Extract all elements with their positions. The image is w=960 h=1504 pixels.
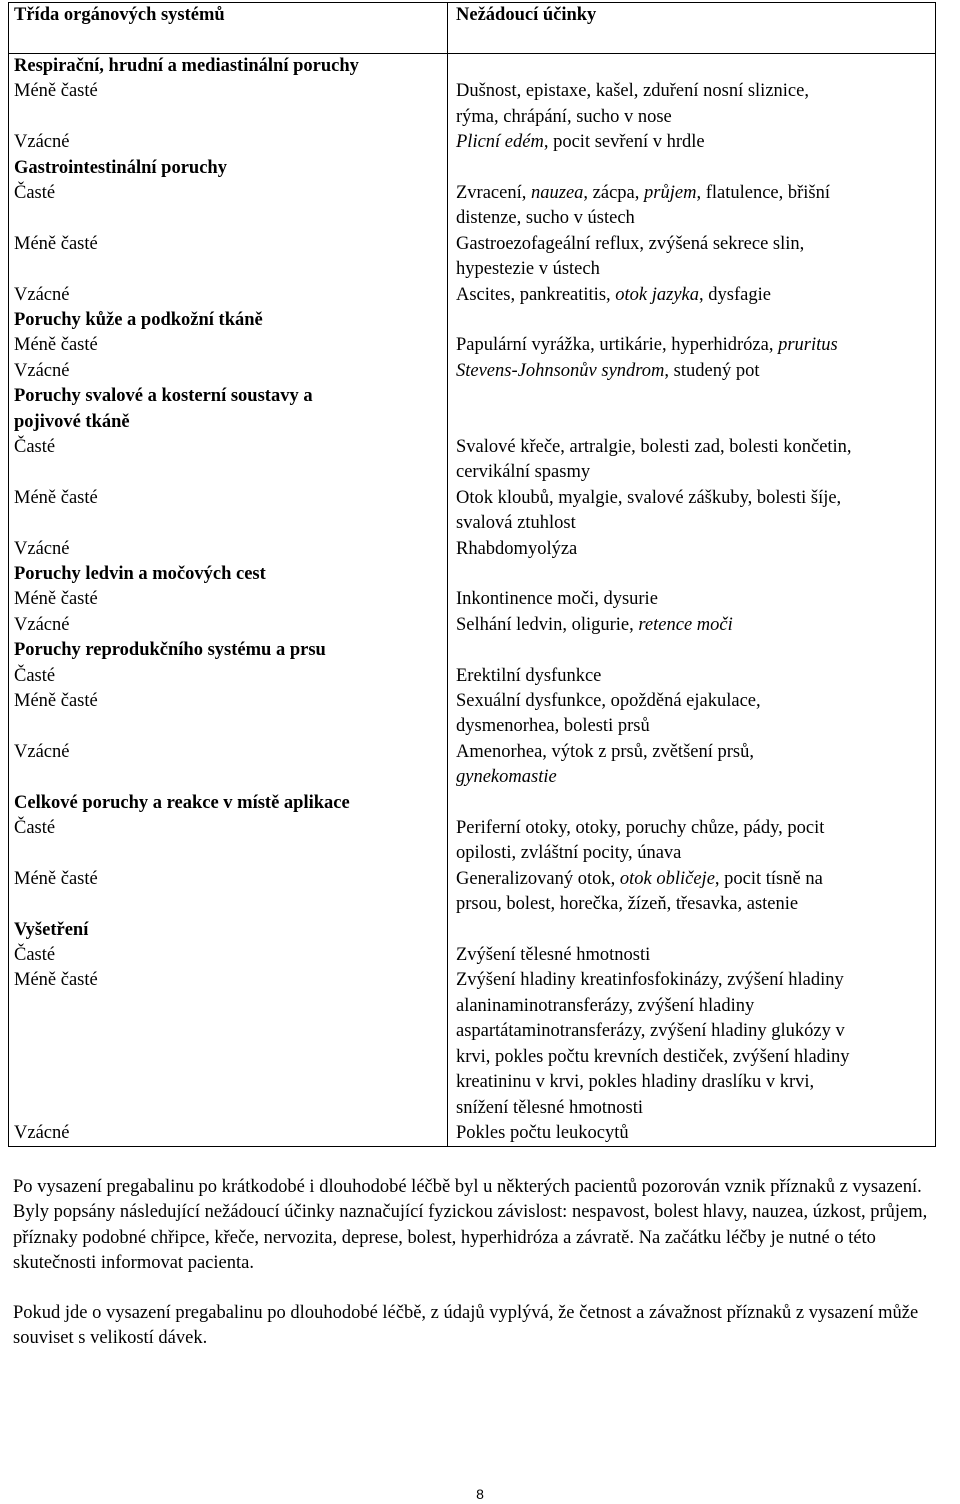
adverse-effect-line — [456, 181, 935, 206]
frequency-label: Vzácné — [14, 741, 70, 762]
adverse-effects-table — [8, 2, 936, 1147]
adverse-effect-line — [456, 537, 935, 562]
organ-class-heading: Gastrointestinální poruchy — [14, 157, 227, 178]
adverse-effect-text: , studený pot — [664, 360, 760, 381]
frequency-label — [14, 1045, 447, 1070]
frequency-label — [14, 511, 447, 536]
adverse-effect-text: Amenorhea, výtok z prsů, zvětšení prsů, — [456, 741, 754, 762]
header-adverse-effects: Nežádoucí účinky — [448, 3, 936, 54]
adverse-effect-line — [456, 892, 935, 917]
adverse-effect-text: hypestezie v ústech — [456, 259, 600, 280]
adverse-effect-line — [456, 54, 935, 79]
organ-class-column — [9, 54, 448, 1147]
adverse-effect-line — [456, 232, 935, 257]
frequency-label: Vzácné — [14, 1122, 70, 1143]
adverse-effect-text: Erektilní dysfunkce — [456, 665, 602, 686]
table-body-row — [9, 54, 936, 1147]
adverse-effect-text: svalová ztuhlost — [456, 513, 576, 534]
frequency-label: Vzácné — [14, 360, 70, 381]
adverse-effect-text: , flatulence, břišní — [696, 183, 831, 203]
organ-class-heading: Poruchy kůže a podkožní tkáně — [14, 310, 263, 331]
adverse-effect-line — [456, 105, 935, 130]
adverse-effect-text: dysmenorhea, bolesti prsů — [456, 716, 650, 737]
adverse-effect-italic: Plicní edém — [456, 132, 544, 153]
adverse-effect-italic: gynekomastie — [456, 767, 557, 788]
adverse-effect-line — [456, 486, 935, 511]
frequency-label: Časté — [14, 437, 56, 458]
adverse-effect-line — [456, 410, 935, 435]
dose-paragraph: Pokud jde o vysazení pregabalinu po dlouhodobé léčbě, z údajů vyplývá, že četnost a závažnost příznaků z vysazení může souviset s velikostí dávek. — [13, 1303, 919, 1349]
adverse-effect-text: Zvýšení hladiny kreatinfosfokinázy, zvýšení hladiny — [456, 970, 844, 991]
frequency-label — [14, 841, 447, 866]
adverse-effect-italic: otok jazyka — [615, 284, 700, 305]
organ-class-heading: Respirační, hrudní a mediastinální poruchy — [14, 56, 359, 76]
adverse-effect-line — [456, 765, 935, 790]
frequency-label — [14, 460, 447, 485]
adverse-effect-line — [456, 791, 935, 816]
adverse-effect-text: Pokles počtu leukocytů — [456, 1122, 629, 1143]
adverse-effect-italic: pruritus — [778, 335, 838, 356]
adverse-effects-column — [448, 54, 936, 1147]
organ-class-heading: pojivové tkáně — [14, 411, 130, 432]
page-number: 8 — [476, 1486, 484, 1502]
adverse-effect-line — [456, 435, 935, 460]
frequency-label: Vzácné — [14, 284, 70, 305]
frequency-label — [14, 765, 447, 790]
adverse-effect-line — [456, 206, 935, 231]
adverse-effect-line — [456, 740, 935, 765]
adverse-effect-text: kreatininu v krvi, pokles hladiny draslíku v krvi, — [456, 1072, 815, 1093]
adverse-effect-line — [456, 562, 935, 587]
adverse-effect-italic: Stevens-Johnsonův syndrom — [456, 360, 665, 381]
adverse-effect-italic: otok obličeje — [619, 868, 715, 889]
adverse-effect-line — [456, 867, 935, 892]
adverse-effect-line — [456, 613, 935, 638]
adverse-effect-line — [456, 1070, 935, 1095]
adverse-effect-line — [456, 1045, 935, 1070]
adverse-effect-line — [456, 130, 935, 155]
adverse-effect-text: Generalizovaný otok, — [456, 868, 620, 889]
frequency-label — [14, 892, 447, 917]
frequency-label: Vzácné — [14, 538, 70, 559]
adverse-effect-line — [456, 587, 935, 612]
frequency-label — [14, 257, 447, 282]
adverse-effect-line — [456, 156, 935, 181]
adverse-effect-line — [456, 308, 935, 333]
frequency-label — [14, 1070, 447, 1095]
adverse-effect-line — [456, 1019, 935, 1044]
adverse-effect-text: Ascites, pankreatitis, — [456, 284, 616, 305]
frequency-label: Méně časté — [14, 335, 98, 356]
adverse-effect-line — [456, 333, 935, 358]
adverse-effect-text: Sexuální dysfunkce, opožděná ejakulace, — [456, 691, 761, 712]
adverse-effect-text: distenze, sucho v ústech — [456, 208, 635, 229]
adverse-effect-text: , zácpa, — [583, 183, 645, 203]
frequency-label — [14, 1095, 447, 1120]
adverse-effect-line — [456, 664, 935, 689]
frequency-label: Méně časté — [14, 589, 98, 610]
frequency-label: Méně časté — [14, 233, 98, 254]
adverse-effect-text: cervikální spasmy — [456, 462, 591, 483]
adverse-effect-line — [456, 689, 935, 714]
adverse-effect-line — [456, 359, 935, 384]
frequency-label — [14, 714, 447, 739]
frequency-label: Méně časté — [14, 868, 98, 889]
adverse-effect-text: Zvýšení tělesné hmotnosti — [456, 945, 651, 966]
frequency-label: Méně časté — [14, 691, 98, 712]
adverse-effect-line — [456, 918, 935, 943]
adverse-effect-line — [456, 994, 935, 1019]
adverse-effect-text: alaninaminotransferázy, zvýšení hladiny — [456, 995, 755, 1016]
adverse-effect-line — [456, 841, 935, 866]
adverse-effect-text: , pocit sevření v hrdle — [543, 132, 705, 153]
frequency-label: Časté — [14, 183, 56, 204]
adverse-effect-text: krvi, pokles počtu krevních destiček, zvýšení hladiny — [456, 1046, 850, 1067]
adverse-effect-line — [456, 1096, 935, 1121]
adverse-effect-line — [456, 968, 935, 993]
adverse-effect-text: Papulární vyrážka, urtikárie, hyperhidróza, — [456, 335, 779, 356]
adverse-effect-line — [456, 943, 935, 968]
frequency-label: Méně časté — [14, 970, 98, 991]
frequency-label: Časté — [14, 818, 56, 839]
header-organ-class: Třída orgánových systémů — [9, 3, 448, 54]
adverse-effect-text: rýma, chrápání, sucho v nose — [456, 106, 672, 127]
adverse-effect-line — [456, 638, 935, 663]
adverse-effect-text: Svalové křeče, artralgie, bolesti zad, bolesti končetin, — [456, 437, 852, 458]
adverse-effect-text: Gastroezofageální reflux, zvýšená sekrece slin, — [456, 233, 805, 254]
table-header-row — [9, 3, 936, 54]
adverse-effect-line — [456, 816, 935, 841]
adverse-effect-text: Selhání ledvin, oligurie, — [456, 614, 639, 635]
withdrawal-paragraph: Po vysazení pregabalinu po krátkodobé i dlouhodobé léčbě byl u některých pacientů pozorován vznik příznaků z vysazení. Byly popsány následující nežádoucí účinky naznačující fyzickou závislost: nespavost, bolest hlavy, nauzea, úzkost, průjem, příznaky podobné chřipce, křeče, nervozita, deprese, bolest, hyperhidróza a závratě. Na začátku léčby je nutné o této skutečnosti informovat pacienta. — [13, 1177, 928, 1274]
adverse-effect-text: snížení tělesné hmotnosti — [456, 1097, 644, 1118]
adverse-effect-italic: průjem — [644, 183, 697, 203]
adverse-effect-italic: retence moči — [638, 614, 733, 635]
frequency-label — [14, 994, 447, 1019]
adverse-effect-line — [456, 1121, 935, 1146]
adverse-effect-line — [456, 460, 935, 485]
adverse-effect-text: , pocit tísně na — [714, 868, 823, 889]
organ-class-heading: Celkové poruchy a reakce v místě aplikace — [14, 792, 350, 813]
frequency-label — [14, 105, 447, 130]
adverse-effect-text: prsou, bolest, horečka, žízeň, třesavka, astenie — [456, 894, 799, 915]
adverse-effect-text: Periferní otoky, otoky, poruchy chůze, pády, pocit — [456, 818, 825, 839]
frequency-label — [14, 206, 447, 231]
adverse-effect-line — [456, 283, 935, 308]
frequency-label: Vzácné — [14, 132, 70, 153]
frequency-label: Časté — [14, 945, 56, 966]
adverse-effect-text: Rhabdomyolýza — [456, 538, 578, 559]
frequency-label: Vzácné — [14, 614, 70, 635]
adverse-effect-line — [456, 257, 935, 282]
adverse-effect-text: aspartátaminotransferázy, zvýšení hladiny glukózy v — [456, 1021, 845, 1042]
adverse-effect-italic: nauzea — [531, 183, 584, 203]
adverse-effect-text: , dysfagie — [699, 284, 771, 305]
adverse-effect-text: opilosti, zvláštní pocity, únava — [456, 843, 682, 864]
adverse-effect-line — [456, 511, 935, 536]
adverse-effect-line — [456, 384, 935, 409]
organ-class-heading: Vyšetření — [14, 919, 89, 940]
adverse-effect-line — [456, 79, 935, 104]
adverse-effect-text: Zvracení, — [456, 183, 531, 203]
organ-class-heading: Poruchy reprodukčního systému a prsu — [14, 640, 326, 661]
adverse-effect-text: Inkontinence moči, dysurie — [456, 589, 658, 610]
frequency-label: Méně časté — [14, 81, 98, 102]
adverse-effect-line — [456, 714, 935, 739]
frequency-label: Časté — [14, 665, 56, 686]
adverse-effect-text: Dušnost, epistaxe, kašel, zduření nosní sliznice, — [456, 81, 809, 102]
organ-class-heading: Poruchy svalové a kosterní soustavy a — [14, 386, 313, 407]
frequency-label: Méně časté — [14, 487, 98, 508]
organ-class-heading: Poruchy ledvin a močových cest — [14, 564, 266, 585]
frequency-label — [14, 1019, 447, 1044]
adverse-effect-text: Otok kloubů, myalgie, svalové záškuby, bolesti šíje, — [456, 487, 842, 508]
